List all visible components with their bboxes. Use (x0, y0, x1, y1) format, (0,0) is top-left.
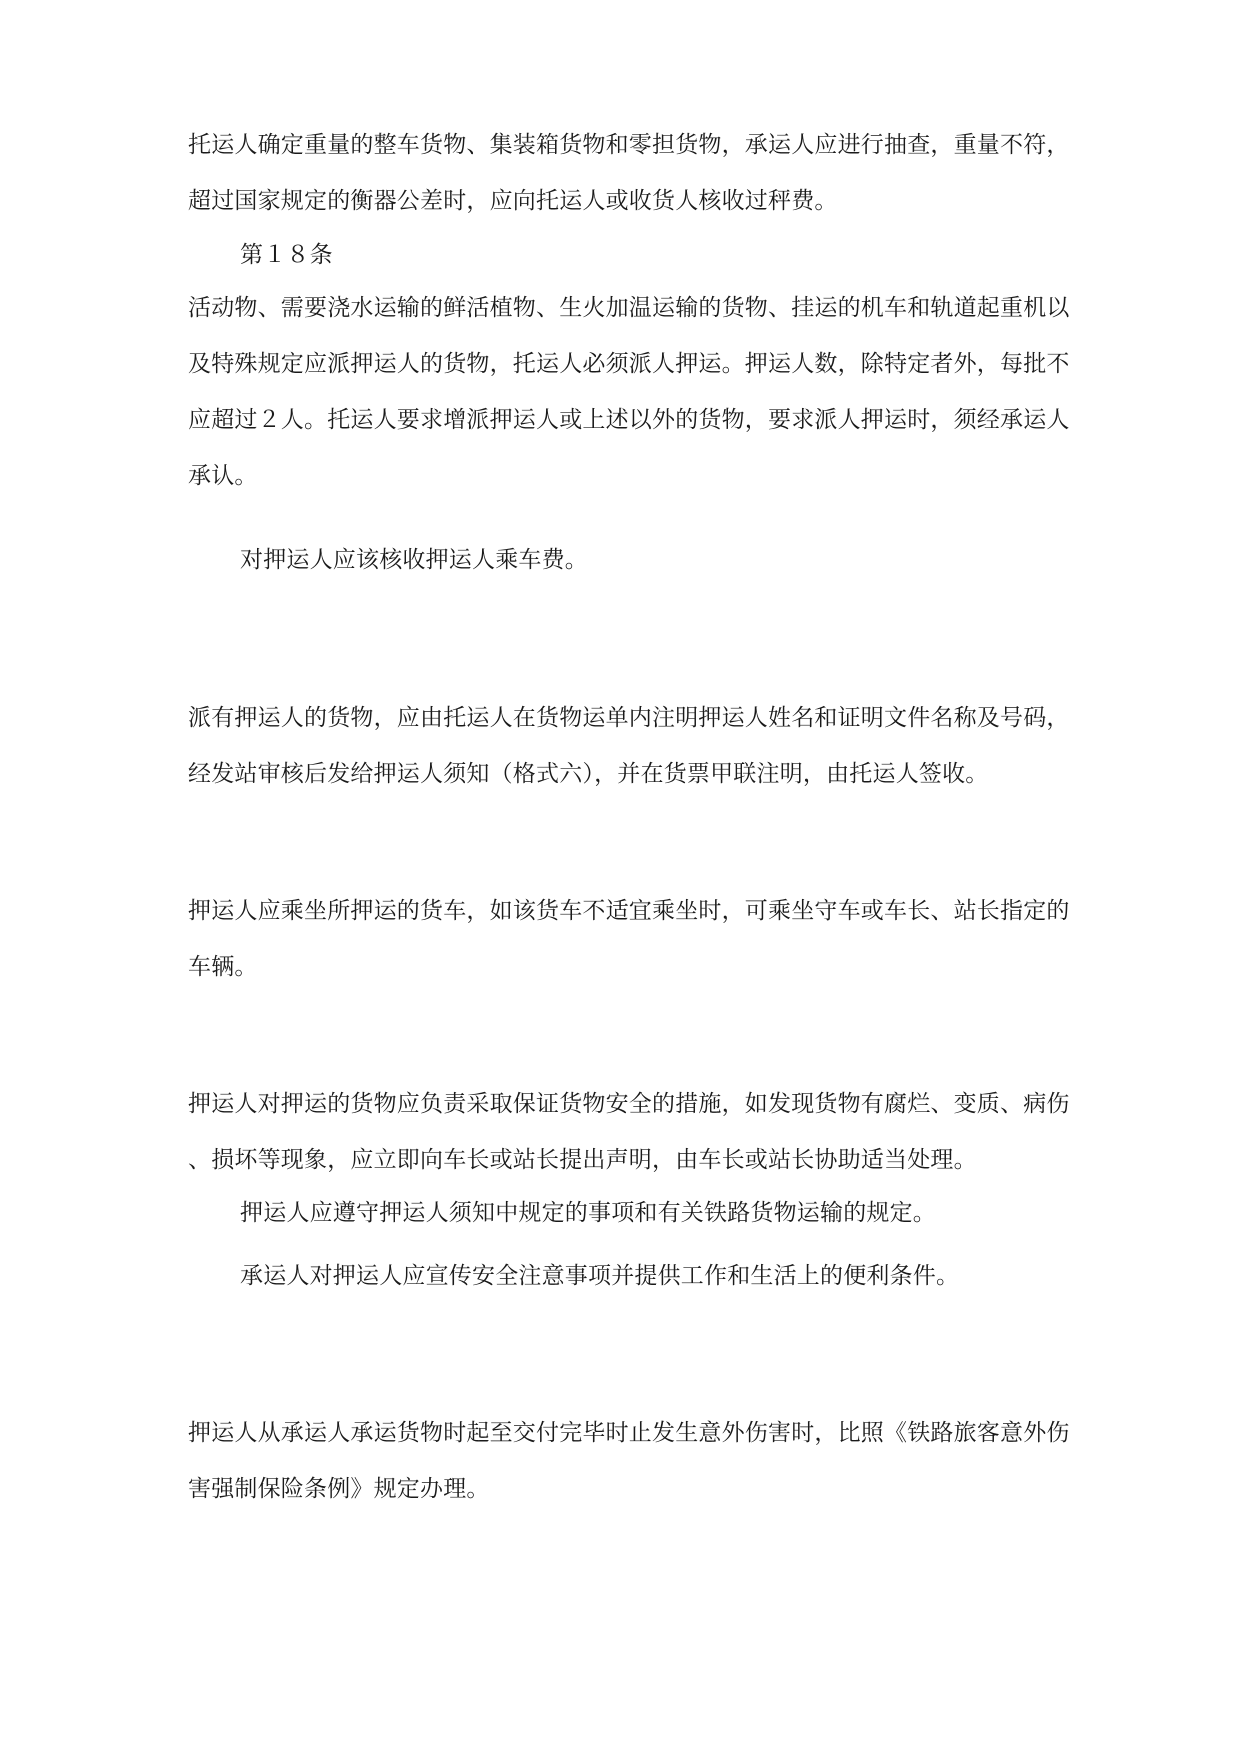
article-heading (240, 227, 1140, 283)
paragraph-escort-seating (188, 883, 1138, 995)
text-line: 活动物、需要浇水运输的鲜活植物、生火加温运输的货物、挂运的机车和轨道起重机以 (188, 295, 1070, 321)
paragraph-carrier-duty (240, 1248, 1140, 1304)
paragraph-accident-insurance (188, 1405, 1138, 1517)
text-line: 押运人从承运人承运货物时起至交付完毕时止发生意外伤害时，比照《铁路旅客意外伤 (188, 1420, 1070, 1446)
text-line: 承认。 (188, 463, 258, 489)
text-line: 应超过２人。托运人要求增派押运人或上述以外的货物，要求派人押运时，须经承运人 (188, 407, 1070, 433)
paragraph-escort-rules (240, 1185, 1140, 1241)
text-line: 害强制保险条例》规定办理。 (188, 1476, 490, 1502)
text-line: 超过国家规定的衡器公差时，应向托运人或收货人核收过秤费。 (188, 188, 838, 214)
paragraph-escort-registration (188, 690, 1138, 802)
text-line: 承运人对押运人应宣传安全注意事项并提供工作和生活上的便利条件。 (240, 1263, 960, 1289)
text-line: 、损坏等现象，应立即向车长或站长提出声明，由车长或站长协助适当处理。 (188, 1147, 977, 1173)
paragraph-escort-fee (240, 532, 1140, 588)
paragraph-escort-responsibility (188, 1076, 1138, 1188)
text-line: 车辆。 (188, 954, 258, 980)
text-line: 及特殊规定应派押运人的货物，托运人必须派人押运。押运人数，除特定者外，每批不 (188, 351, 1070, 377)
article-number: 第１８条 (240, 242, 333, 268)
paragraph-escort-required (188, 280, 1138, 504)
text-line: 对押运人应该核收押运人乘车费。 (240, 547, 588, 573)
text-line: 托运人确定重量的整车货物、集装箱货物和零担货物，承运人应进行抽查，重量不符， (188, 132, 1070, 158)
text-line: 派有押运人的货物，应由托运人在货物运单内注明押运人姓名和证明文件名称及号码， (188, 705, 1070, 731)
text-line: 押运人应乘坐所押运的货车，如该货车不适宜乘坐时，可乘坐守车或车长、站长指定的 (188, 898, 1070, 924)
text-line: 押运人应遵守押运人须知中规定的事项和有关铁路货物运输的规定。 (240, 1200, 936, 1226)
text-line: 押运人对押运的货物应负责采取保证货物安全的措施，如发现货物有腐烂、变质、病伤 (188, 1091, 1070, 1117)
text-line: 经发站审核后发给押运人须知（格式六），并在货票甲联注明，由托运人签收。 (188, 761, 989, 787)
paragraph-weight-check (188, 117, 1138, 229)
